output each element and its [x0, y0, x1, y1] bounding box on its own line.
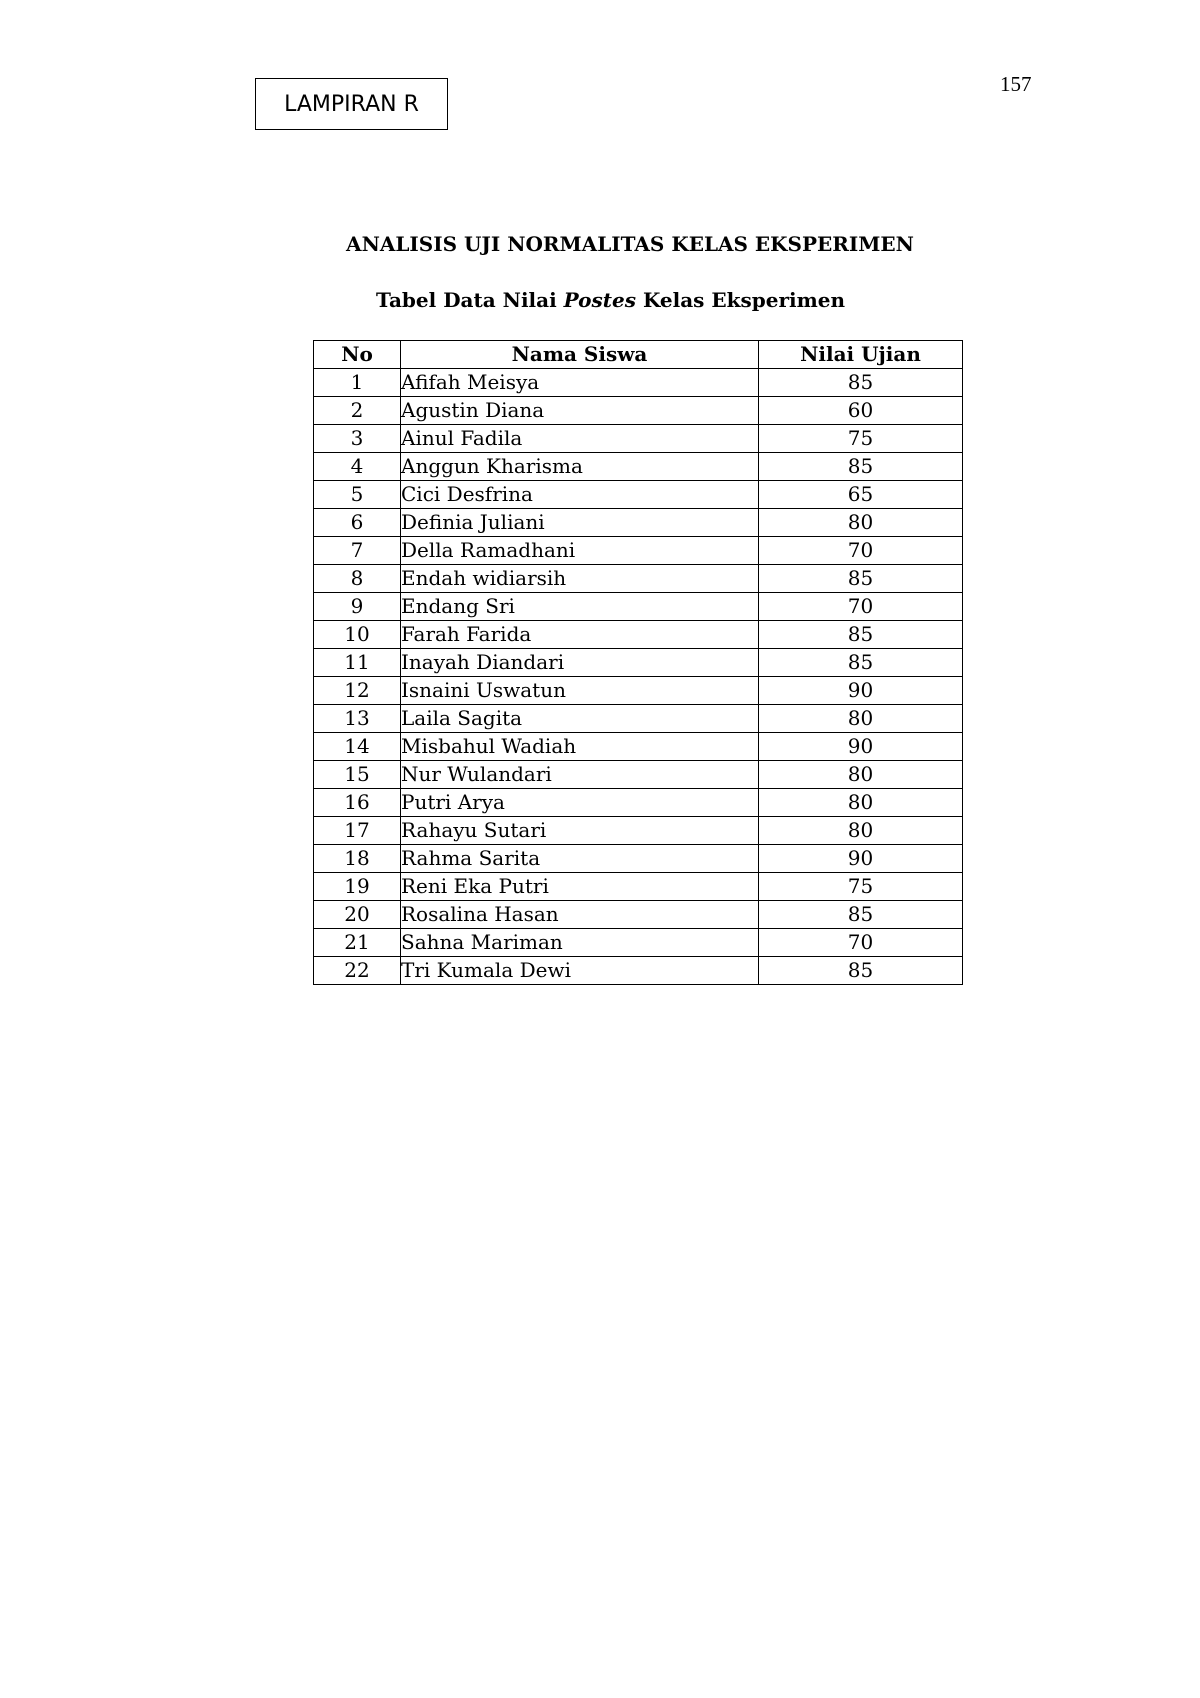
table-row [314, 537, 963, 565]
student-name-cell: Agustin Diana [401, 397, 759, 425]
table-row [314, 817, 963, 845]
table-row [314, 761, 963, 789]
student-name-cell: Misbahul Wadiah [401, 733, 759, 761]
score-cell: 80 [759, 789, 963, 817]
table-row [314, 677, 963, 705]
student-name-cell: Laila Sagita [401, 705, 759, 733]
row-number-cell: 18 [314, 845, 401, 873]
score-cell: 85 [759, 957, 963, 985]
appendix-label-box [255, 78, 448, 130]
header-no: No [314, 341, 401, 369]
score-cell: 90 [759, 677, 963, 705]
table-caption [376, 288, 845, 312]
student-name-cell: Rahayu Sutari [401, 817, 759, 845]
student-name-cell: Ainul Fadila [401, 425, 759, 453]
row-number-cell: 6 [314, 509, 401, 537]
table-row [314, 509, 963, 537]
table-row [314, 649, 963, 677]
table-row [314, 929, 963, 957]
score-table [313, 340, 963, 985]
row-number-cell: 21 [314, 929, 401, 957]
student-name-cell: Definia Juliani [401, 509, 759, 537]
row-number-cell: 7 [314, 537, 401, 565]
table-row [314, 453, 963, 481]
score-cell: 85 [759, 565, 963, 593]
table-row [314, 425, 963, 453]
score-cell: 85 [759, 901, 963, 929]
row-number-cell: 16 [314, 789, 401, 817]
score-cell: 80 [759, 817, 963, 845]
row-number-cell: 5 [314, 481, 401, 509]
score-cell: 70 [759, 537, 963, 565]
row-number-cell: 9 [314, 593, 401, 621]
row-number-cell: 4 [314, 453, 401, 481]
table-row [314, 369, 963, 397]
table-row [314, 397, 963, 425]
table-caption-suffix: Kelas Eksperimen [635, 288, 846, 312]
student-name-cell: Putri Arya [401, 789, 759, 817]
student-name-cell: Nur Wulandari [401, 761, 759, 789]
table-header-row [314, 341, 963, 369]
score-cell: 80 [759, 509, 963, 537]
header-score: Nilai Ujian [759, 341, 963, 369]
score-cell: 85 [759, 453, 963, 481]
student-name-cell: Inayah Diandari [401, 649, 759, 677]
page-number: 157 [1000, 72, 1032, 96]
student-name-cell: Rosalina Hasan [401, 901, 759, 929]
student-name-cell: Tri Kumala Dewi [401, 957, 759, 985]
appendix-label: LAMPIRAN R [284, 91, 419, 117]
row-number-cell: 22 [314, 957, 401, 985]
student-name-cell: Farah Farida [401, 621, 759, 649]
score-cell: 85 [759, 369, 963, 397]
score-cell: 75 [759, 425, 963, 453]
score-cell: 85 [759, 621, 963, 649]
student-name-cell: Endah widiarsih [401, 565, 759, 593]
table-row [314, 873, 963, 901]
row-number-cell: 19 [314, 873, 401, 901]
row-number-cell: 14 [314, 733, 401, 761]
page-title: ANALISIS UJI NORMALITAS KELAS EKSPERIMEN [346, 232, 914, 256]
row-number-cell: 10 [314, 621, 401, 649]
student-name-cell: Endang Sri [401, 593, 759, 621]
student-name-cell: Reni Eka Putri [401, 873, 759, 901]
table-caption-italic: Postes [563, 288, 636, 312]
student-name-cell: Cici Desfrina [401, 481, 759, 509]
table-row [314, 901, 963, 929]
student-name-cell: Rahma Sarita [401, 845, 759, 873]
table-row [314, 845, 963, 873]
row-number-cell: 3 [314, 425, 401, 453]
row-number-cell: 13 [314, 705, 401, 733]
row-number-cell: 2 [314, 397, 401, 425]
score-cell: 80 [759, 705, 963, 733]
score-cell: 80 [759, 761, 963, 789]
row-number-cell: 8 [314, 565, 401, 593]
table-row [314, 705, 963, 733]
row-number-cell: 11 [314, 649, 401, 677]
table-row [314, 733, 963, 761]
score-cell: 65 [759, 481, 963, 509]
score-cell: 70 [759, 929, 963, 957]
score-cell: 90 [759, 845, 963, 873]
score-cell: 85 [759, 649, 963, 677]
table-row [314, 481, 963, 509]
table-row [314, 957, 963, 985]
score-cell: 75 [759, 873, 963, 901]
table-row [314, 565, 963, 593]
score-cell: 90 [759, 733, 963, 761]
student-name-cell: Isnaini Uswatun [401, 677, 759, 705]
student-name-cell: Sahna Mariman [401, 929, 759, 957]
row-number-cell: 20 [314, 901, 401, 929]
table-row [314, 593, 963, 621]
header-name: Nama Siswa [401, 341, 759, 369]
table-caption-prefix: Tabel Data Nilai [376, 288, 564, 312]
table-body [314, 369, 963, 985]
row-number-cell: 15 [314, 761, 401, 789]
score-cell: 70 [759, 593, 963, 621]
row-number-cell: 17 [314, 817, 401, 845]
student-name-cell: Anggun Kharisma [401, 453, 759, 481]
row-number-cell: 1 [314, 369, 401, 397]
table-row [314, 789, 963, 817]
row-number-cell: 12 [314, 677, 401, 705]
score-cell: 60 [759, 397, 963, 425]
student-name-cell: Della Ramadhani [401, 537, 759, 565]
student-name-cell: Afifah Meisya [401, 369, 759, 397]
table-row [314, 621, 963, 649]
